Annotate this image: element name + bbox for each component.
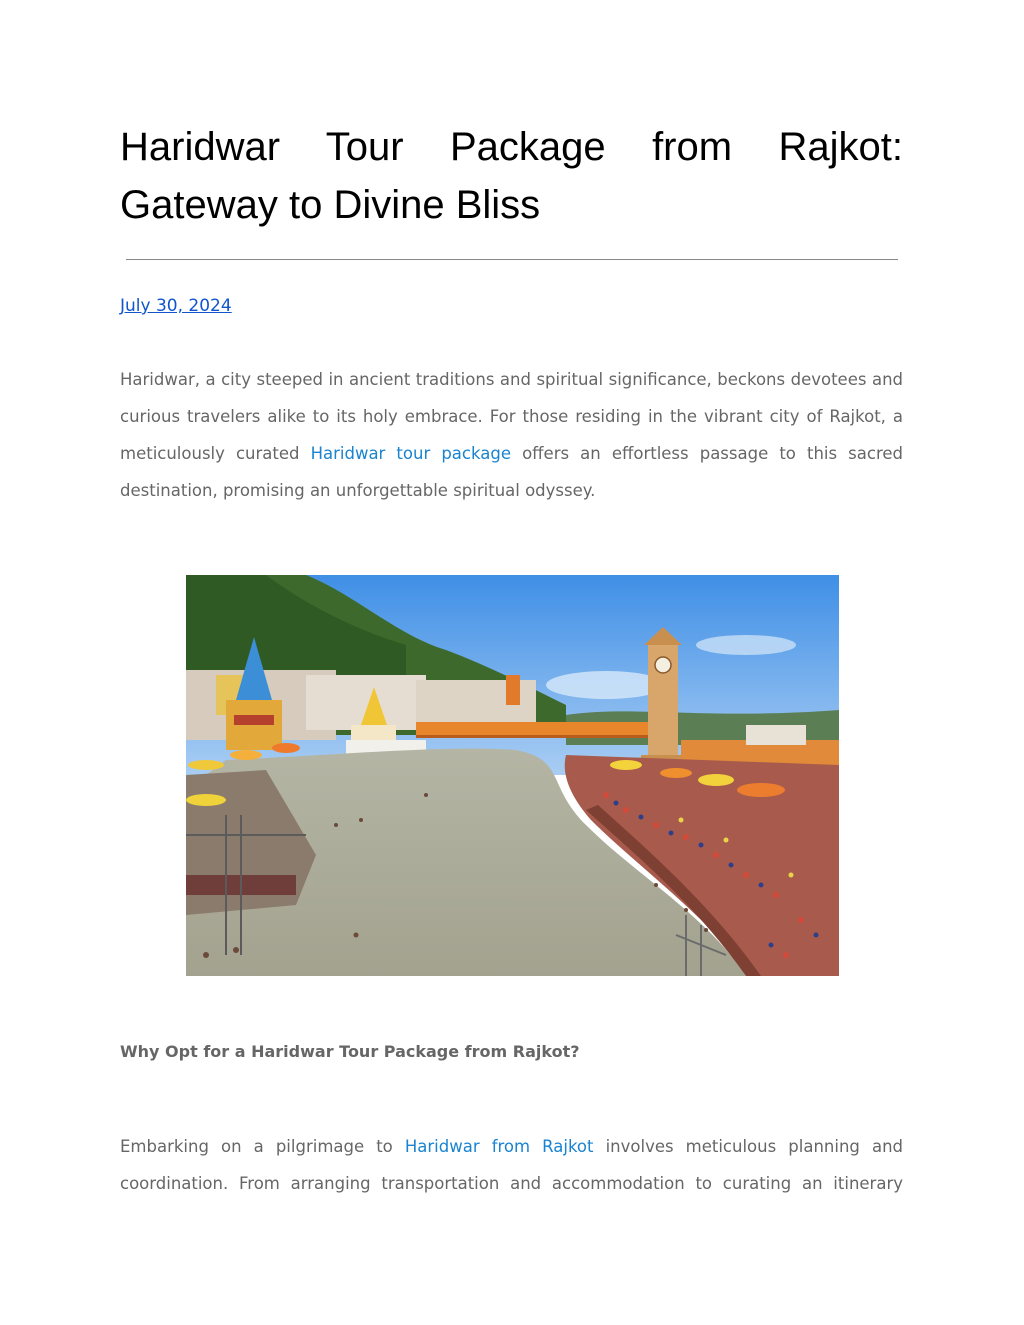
haridwar-tour-package-link[interactable]: Haridwar tour package	[310, 444, 511, 463]
intro-text-end: offers an effortless passage to this sacred destination, promising an unforgettable spiritual odyssey.	[120, 444, 904, 500]
publish-date-link[interactable]: July 30, 2024	[120, 296, 232, 316]
article-title: Haridwar Tour Package from Rajkot: Gateway to Divine Bliss	[120, 125, 903, 227]
section-paragraph	[120, 1128, 903, 1202]
document-page	[120, 0, 903, 1325]
intro-paragraph	[120, 361, 903, 509]
title-divider	[126, 259, 898, 260]
section-text-end: involves meticulous planning and coordination. From arranging transportation and accommodation to curating an itinerary	[120, 1137, 903, 1193]
haridwar-ghat-photo	[186, 575, 839, 976]
section-heading: Why Opt for a Haridwar Tour Package from Rajkot?	[120, 1042, 580, 1061]
intro-text-start: Haridwar, a city steeped in ancient traditions and spiritual significance, beckons devotees and curious travelers alike to its holy embrace. For those residing in the vibrant city of Rajkot, a meticulously curated	[120, 370, 903, 463]
haridwar-from-rajkot-link[interactable]: Haridwar from Rajkot	[404, 1137, 594, 1156]
section-text-start: Embarking on a pilgrimage to	[120, 1137, 405, 1156]
